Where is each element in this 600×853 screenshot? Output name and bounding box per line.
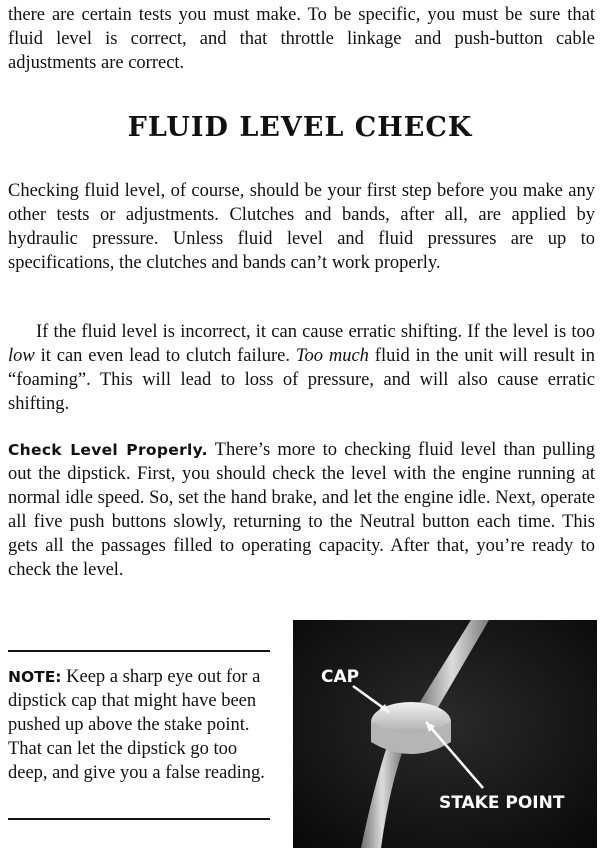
emphasis-too-much: Too much — [295, 346, 369, 366]
paragraph-check-level-properly — [8, 438, 595, 582]
cap-label: CAP — [321, 667, 360, 687]
paragraph-text-part1: If the fluid level is incorrect, it can cause erratic shifting. If the level is too — [36, 322, 595, 342]
intro-text: there are certain tests you must make. To be specific, you must be sure that fluid level is correct, and that throttle linkage and push-button cable adjustments are correct. — [8, 5, 595, 73]
section-heading: FLUID LEVEL CHECK — [127, 112, 473, 143]
dipstick-cap-photo — [293, 620, 597, 848]
paragraph-text: There’s more to checking fluid level than pulling out the dipstick. First, you should check the level with the engine running at normal idle speed. So, set the hand brake, and let the engine idle. Next, operate all five push buttons slowly, returning to the Neutral button each time. This gets all the passages filled to operating capacity. After that, you’re ready to check the level. — [8, 440, 595, 580]
note-paragraph — [8, 665, 270, 785]
note-box — [8, 650, 270, 820]
note-text: Keep a sharp eye out for a dipstick cap that might have been pushed up above the stake point. That can let the dipstick go too deep, and give you a false reading. — [8, 667, 265, 783]
emphasis-low: low — [8, 346, 35, 366]
runin-heading: Check Level Properly. — [8, 441, 208, 459]
paragraph-text: Checking fluid level, of course, should be your first step before you make any other tests or adjustments. Clutches and bands, after all, are applied by hydraulic pressure. Unless fluid level and fluid pressures are up to specifications, the clutches and bands can’t work properly. — [8, 181, 595, 273]
intro-paragraph — [8, 3, 595, 75]
note-label: NOTE: — [8, 668, 62, 686]
stake-point-label: STAKE POINT — [439, 793, 565, 813]
paragraph-incorrect-level — [8, 320, 595, 416]
paragraph-text-part2: it can even lead to clutch failure. — [34, 346, 296, 366]
paragraph-text-part3: fluid in the unit will result in “foaming”. This will lead to loss of pressure, and will also cause erratic shifting. — [8, 346, 595, 414]
paragraph-fluid-level-first-step — [8, 179, 595, 275]
